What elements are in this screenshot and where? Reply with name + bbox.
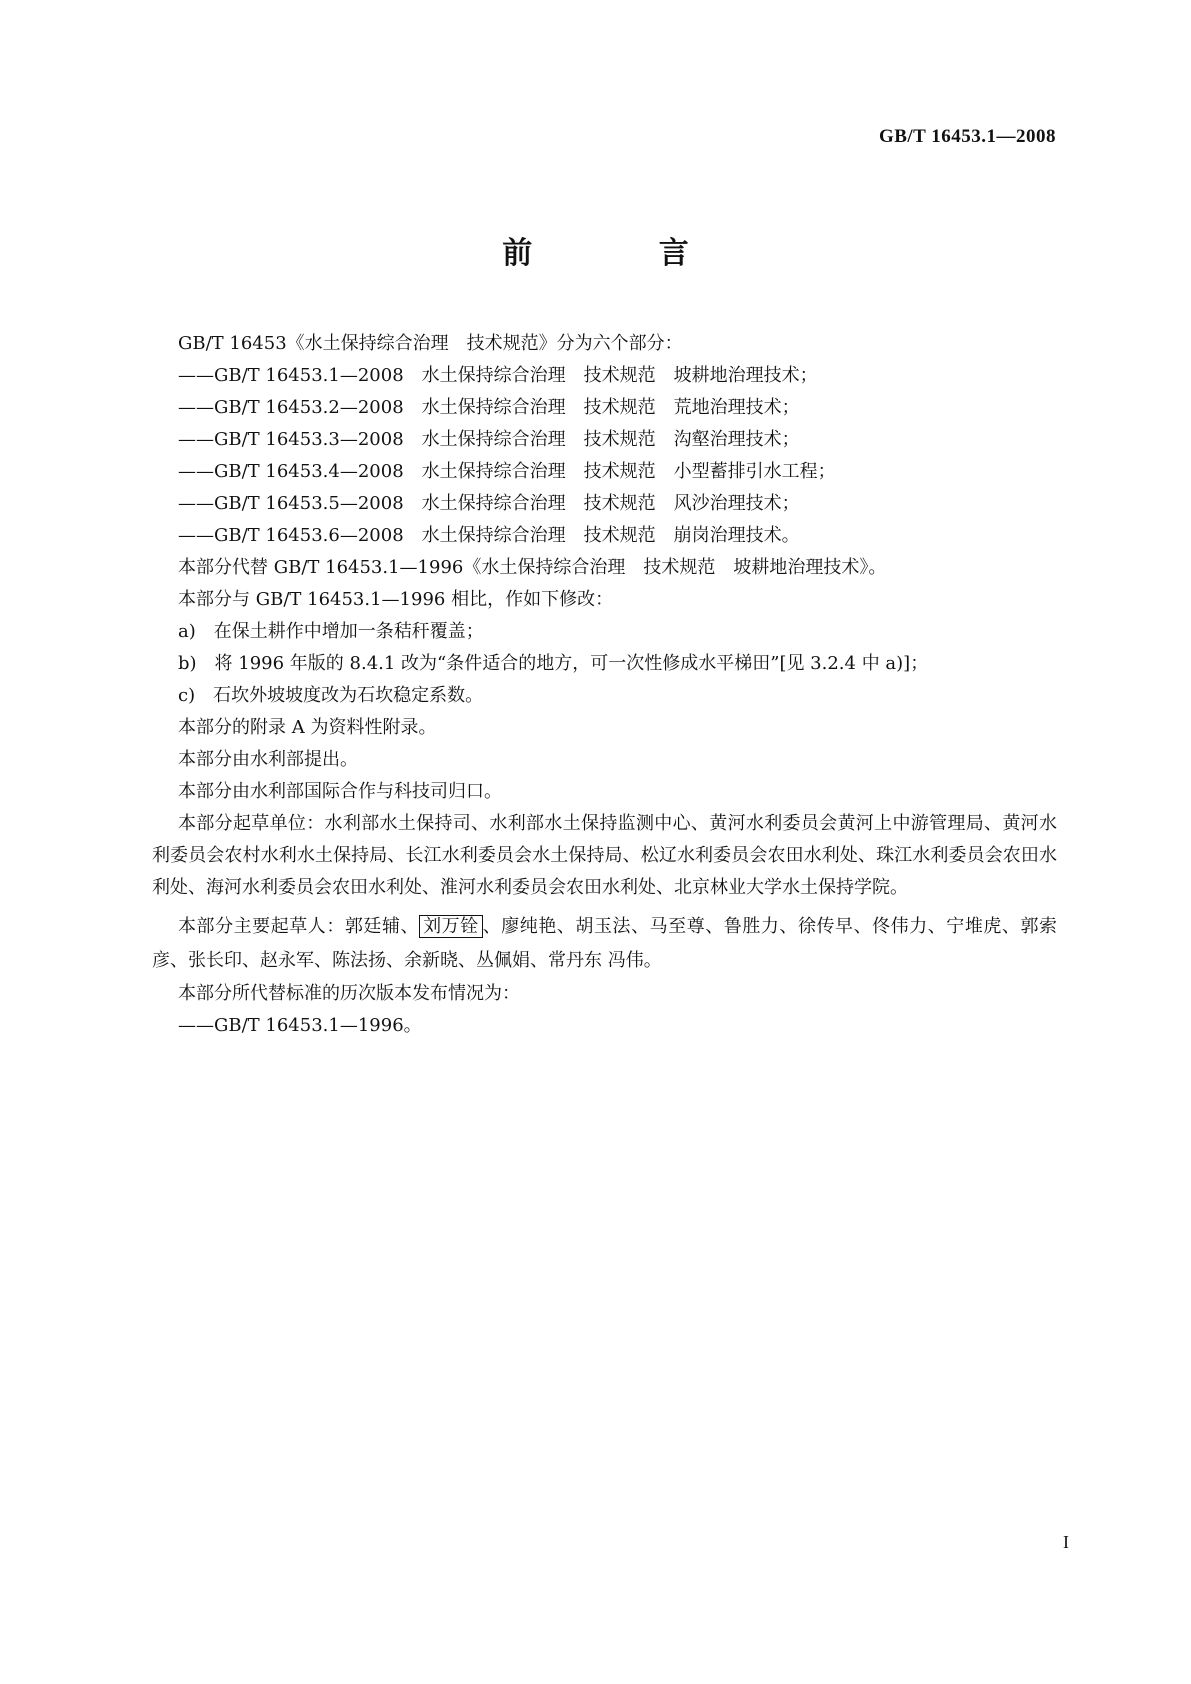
page-title: 前 言 [502, 236, 747, 271]
page-number: I [1063, 1532, 1069, 1552]
part-item: ——GB/T 16453.4—2008 水土保持综合治理 技术规范 小型蓄排引水工程； [178, 461, 836, 482]
part-item: ——GB/T 16453.3—2008 水土保持综合治理 技术规范 沟壑治理技术； [178, 429, 800, 450]
managed-paragraph: 本部分由水利部国际合作与科技司归口。 [178, 781, 502, 802]
part-item: ——GB/T 16453.1—2008 水土保持综合治理 技术规范 坡耕地治理技术； [178, 365, 818, 386]
document-body [152, 328, 1057, 1042]
drafters-paragraph [152, 910, 1057, 978]
intro-paragraph: GB/T 16453《水土保持综合治理 技术规范》分为六个部分： [178, 333, 683, 354]
part-item: ——GB/T 16453.5—2008 水土保持综合治理 技术规范 风沙治理技术； [178, 493, 800, 514]
history-intro: 本部分所代替标准的历次版本发布情况为： [178, 983, 520, 1004]
boxed-drafter-name: 刘万铨 [419, 915, 483, 938]
annex-paragraph: 本部分的附录 A 为资料性附录。 [178, 717, 437, 738]
part-item: ——GB/T 16453.6—2008 水土保持综合治理 技术规范 崩岗治理技术。 [178, 525, 800, 546]
compare-paragraph: 本部分与 GB/T 16453.1—1996 相比，作如下修改： [178, 589, 614, 610]
drafters-prefix: 本部分主要起草人：郭廷辅、 [178, 916, 420, 937]
history-item: ——GB/T 16453.1—1996。 [178, 1015, 422, 1036]
change-item: c) 石坎外坡坡度改为石坎稳定系数。 [178, 685, 484, 706]
change-item: a) 在保土耕作中增加一条秸秆覆盖； [178, 621, 484, 642]
drafting-units-paragraph: 本部分起草单位：水利部水土保持司、水利部水土保持监测中心、黄河水利委员会黄河上中游管理局、黄河水利委员会农村水利水土保持局、长江水利委员会水土保持局、松辽水利委员会农田水利处、珠江水利委员会农田水利处、海河水利委员会农田水利处、淮河水利委员会农田水利处、北京林业大学水土保持学院。 [152, 813, 1057, 898]
part-item: ——GB/T 16453.2—2008 水土保持综合治理 技术规范 荒地治理技术； [178, 397, 800, 418]
drafters-suffix: 、廖纯艳、胡玉法、马至尊、鲁胜力、徐传早、佟伟力、宁堆虎、郭索彦、张长印、赵永军、陈法扬、余新晓、丛佩娟、常丹东 冯伟。 [152, 916, 1058, 971]
standard-code: GB/T 16453.1—2008 [878, 126, 1056, 147]
replaces-paragraph: 本部分代替 GB/T 16453.1—1996《水土保持综合治理 技术规范 坡耕地治理技术》。 [178, 557, 887, 578]
change-item: b) 将 1996 年版的 8.4.1 改为“条件适合的地方，可一次性修成水平梯田”[见 3.2.4 中 a)]； [178, 653, 929, 674]
proposed-paragraph: 本部分由水利部提出。 [178, 749, 358, 770]
